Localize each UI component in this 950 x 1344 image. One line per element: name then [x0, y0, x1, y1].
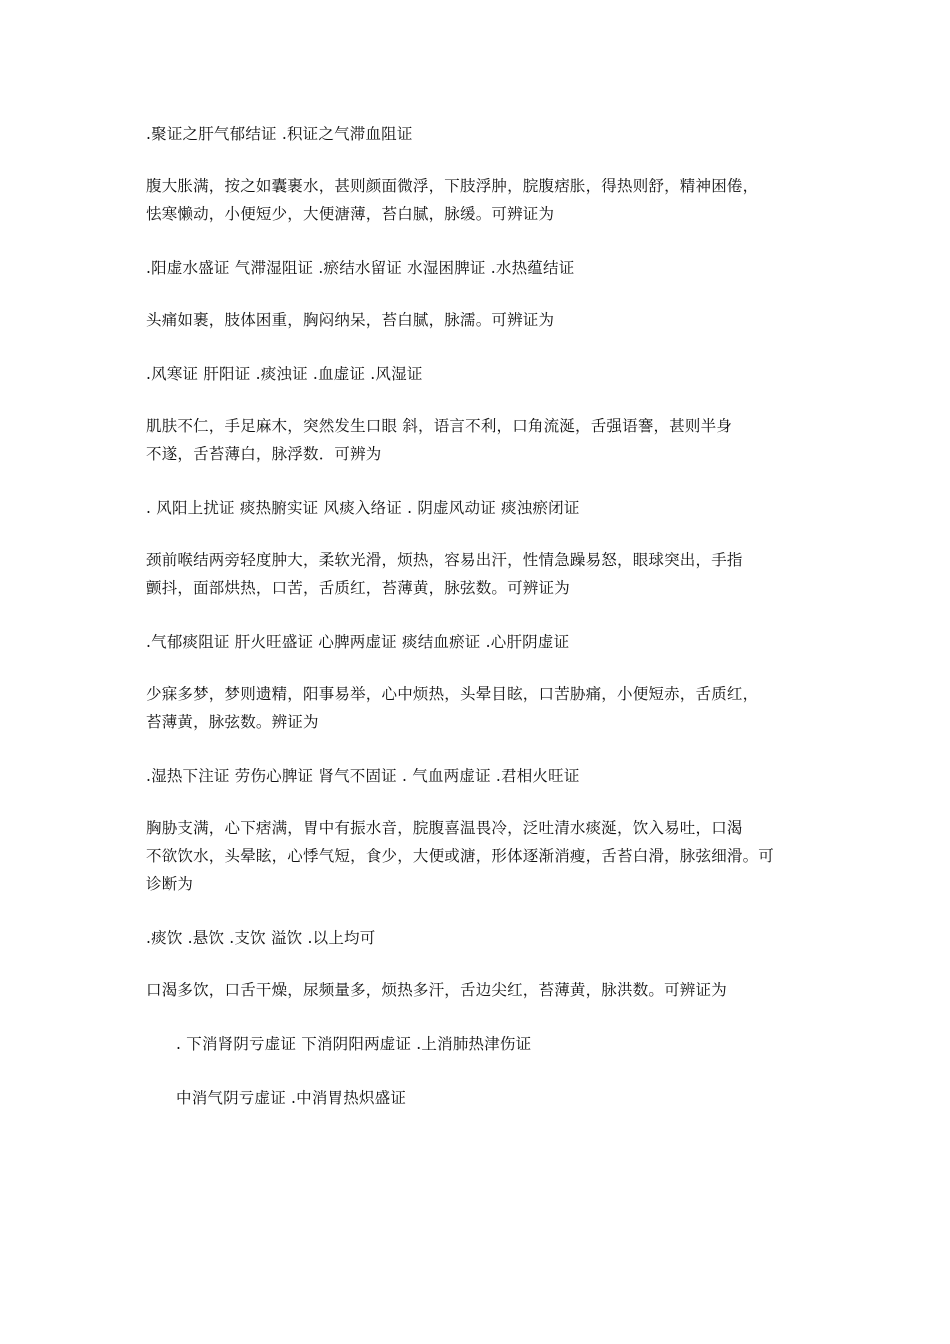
- question-text-line: 怯寒懒动，小便短少，大便溏薄，苔白腻，脉缓。可辨证为: [146, 205, 555, 223]
- answer-options-line: . 下消肾阴亏虚证 下消阴阳两虚证 .上消肺热津伤证: [176, 1035, 532, 1053]
- question-text-line: 口渴多饮，口舌干燥，尿频量多，烦热多汗，舌边尖红，苔薄黄，脉洪数。可辨证为: [146, 981, 727, 999]
- question-text-line: 不遂，舌苔薄白，脉浮数．可辨为: [146, 445, 382, 463]
- answer-options-line: 中消气阴亏虚证 .中消胃热炽盛证: [176, 1089, 407, 1107]
- question-text-line: 诊断为: [146, 875, 194, 893]
- question-text-line: 胸胁支满，心下痞满，胃中有振水音，脘腹喜温畏冷，泛吐清水痰涎，饮入易吐，口渴: [146, 819, 743, 837]
- question-text-line: 不欲饮水，头晕眩，心悸气短，食少，大便或溏，形体逐渐消瘦，舌苔白滑，脉弦细滑。可: [146, 847, 775, 865]
- answer-options-line: .湿热下注证 劳伤心脾证 肾气不固证 . 气血两虚证 .君相火旺证: [146, 767, 580, 785]
- question-text-line: 苔薄黄，脉弦数。辨证为: [146, 713, 319, 731]
- question-text-line: 头痛如裹，肢体困重，胸闷纳呆，苔白腻，脉濡。可辨证为: [146, 311, 555, 329]
- question-text-line: 肌肤不仁，手足麻木，突然发生口眼 斜，语言不利，口角流涎，舌强语謇，甚则半身: [146, 417, 733, 435]
- question-text-line: 颈前喉结两旁轻度肿大，柔软光滑，烦热，容易出汗，性情急躁易怒，眼球突出，手指: [146, 551, 743, 569]
- answer-options-line: . 风阳上扰证 痰热腑实证 风痰入络证 . 阴虚风动证 痰浊瘀闭证: [146, 499, 580, 517]
- question-text-line: 少寐多梦，梦则遗精，阳事易举，心中烦热，头晕目眩，口苦胁痛，小便短赤，舌质红，: [146, 685, 759, 703]
- answer-options-line: .痰饮 .悬饮 .支饮 溢饮 .以上均可: [146, 929, 376, 947]
- answer-options-line: .聚证之肝气郁结证 .积证之气滞血阻证: [146, 125, 413, 143]
- answer-options-line: .风寒证 肝阳证 .痰浊证 .血虚证 .风湿证: [146, 365, 423, 383]
- question-text-line: 颤抖，面部烘热，口苦，舌质红，苔薄黄，脉弦数。可辨证为: [146, 579, 570, 597]
- answer-options-line: .气郁痰阻证 肝火旺盛证 心脾两虚证 痰结血瘀证 .心肝阴虚证: [146, 633, 570, 651]
- answer-options-line: .阳虚水盛证 气滞湿阻证 .瘀结水留证 水湿困脾证 .水热蕴结证: [146, 259, 575, 277]
- question-text-line: 腹大胀满，按之如囊裹水，甚则颜面微浮，下肢浮肿，脘腹痞胀，得热则舒，精神困倦，: [146, 177, 759, 195]
